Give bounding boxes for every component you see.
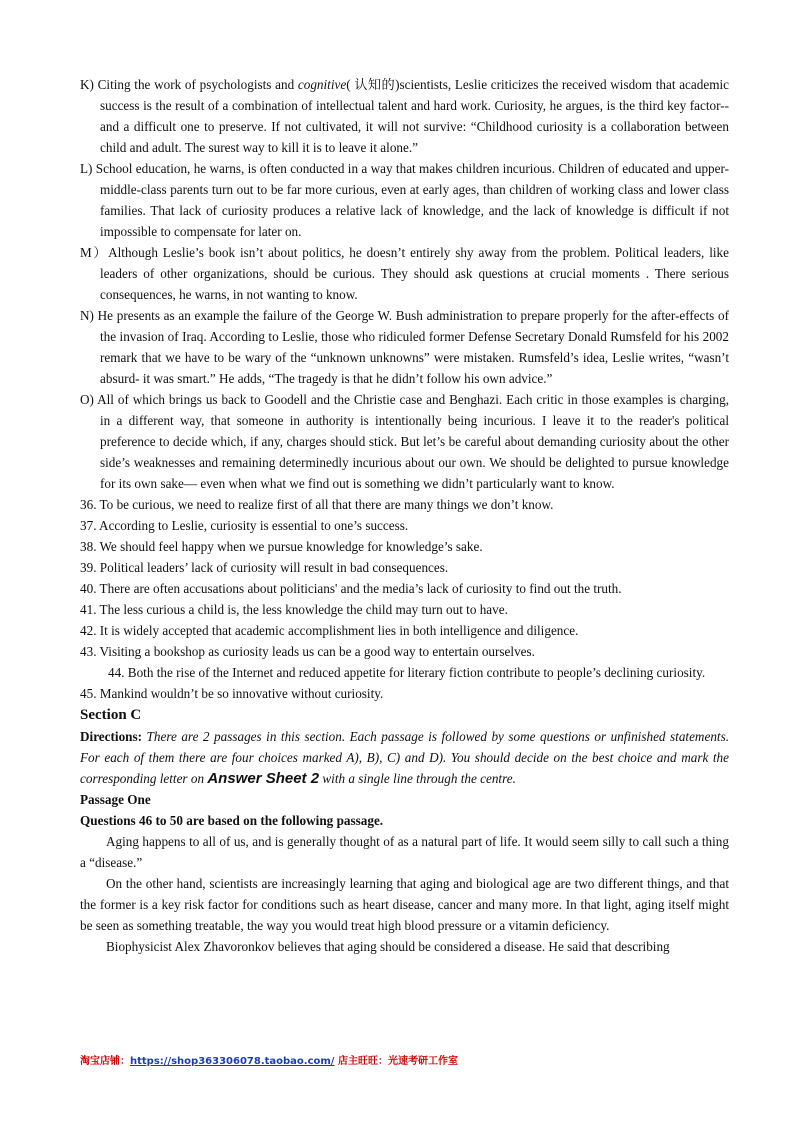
paragraph-k-italic-term: cognitive [297,77,347,92]
question-39: 39. Political leaders’ lack of curiosity will result in bad consequences. [80,560,449,575]
paragraph-k [80,74,729,158]
paragraph-k-text-end: ( 认知的)scientists, Leslie criticizes the received wisdom that academic success is the result of a combination of intellectual talent and hard work. Curiosity, he argues, is the third key factor--and a difficult one to preserve. If not cultivated, it will not survive: “Childhood curiosity is a collaboration between child and adult. The surest way to kill it is to leave it alone.” [100,77,729,155]
questions-intro: Questions 46 to 50 are based on the following passage. [80,813,384,828]
footer-shop-label: 淘宝店铺： [80,1056,130,1067]
answer-sheet-label: Answer Sheet 2 [207,770,320,787]
passage-paragraph-1: Aging happens to all of us, and is generally thought of as a natural part of life. It would seem silly to call such a thing a “disease.” [80,834,729,870]
section-c-title: Section C [80,707,142,723]
question-36: 36. To be curious, we need to realize first of all that there are many things we don’t know. [80,497,554,512]
paragraph-o: O) All of which brings us back to Goodell and the Christie case and Benghazi. Each critic in those examples is charging, in a different way, that someone in authority is intentionally being incurious. I leave it to the reader's political preference to decide which, if any, charges should stick. But let’s be careful about demanding curiosity about the other side’s weaknesses and remaining determinedly incurious about our own. We should be delighted to pursue knowledge for its own sake— even when what we find out is something we didn’t particularly want to know. [80,392,729,491]
paragraph-k-text-start: K) Citing the work of psychologists and [80,77,298,92]
footer [80,1052,458,1067]
passage-paragraph-2: On the other hand, scientists are increasingly learning that aging and biological age are two different things, and that the former is a key risk factor for conditions such as heart disease, cancer and many more. In that light, aging itself might be seen as something treatable, the way you would treat high blood pressure or a vitamin deficiency. [80,876,729,933]
footer-owner-label: 店主旺旺：光速考研工作室 [334,1056,458,1067]
passage-paragraph-3: Biophysicist Alex Zhavoronkov believes that aging should be considered a disease. He said that describing [106,939,670,954]
directions-label: Directions: [80,729,143,744]
question-44: 44. Both the rise of the Internet and reduced appetite for literary fiction contribute to people’s declining curiosity. [108,665,706,680]
directions [80,726,729,789]
question-38: 38. We should feel happy when we pursue knowledge for knowledge’s sake. [80,539,483,554]
footer-shop-link[interactable]: https://shop363306078.taobao.com/ [130,1056,335,1067]
document-page [80,74,729,957]
question-40: 40. There are often accusations about politicians' and the media’s lack of curiosity to find out the truth. [80,581,622,596]
question-37: 37. According to Leslie, curiosity is essential to one’s success. [80,518,409,533]
question-42: 42. It is widely accepted that academic accomplishment lies in both intelligence and diligence. [80,623,579,638]
paragraph-n: N) He presents as an example the failure of the George W. Bush administration to prepare properly for the after-effects of the invasion of Iraq. According to Leslie, those who ridiculed former Defense Secretary Donald Rumsfeld for his 2002 remark that we have to be wary of the “unknown unknowns” were mistaken. Rumsfeld’s idea, Leslie writes, “wasn’t absurd- it was smart.” He adds, “The tragedy is that he didn’t follow his own advice.” [80,308,729,386]
directions-text-1: There are 2 passages in this section. Each passage is followed by some questions or unfinished statements. For each of them there are four choices marked A), B), C) and D). You should decide on the best choice and mark the corresponding letter on [80,729,729,786]
question-45: 45. Mankind wouldn’t be so innovative without curiosity. [80,686,384,701]
directions-text-2: with a single line through the centre. [322,771,516,786]
paragraph-l: L) School education, he warns, is often conducted in a way that makes children incurious. Children of educated and upper-middle-class parents turn out to be far more curious, even at early ages, than children of working class and lower class families. That lack of curiosity produces a relative lack of knowledge, and the lack of knowledge is difficult if not impossible to compensate for later on. [80,161,729,239]
question-41: 41. The less curious a child is, the less knowledge the child may turn out to have. [80,602,508,617]
question-43: 43. Visiting a bookshop as curiosity leads us can be a good way to entertain ourselves. [80,644,535,659]
passage-title: Passage One [80,792,151,807]
paragraph-m: M）Although Leslie’s book isn’t about politics, he doesn’t entirely shy away from the problem. Political leaders, like leaders of other organizations, should be curious. They should ask questions at crucial moments . There serious consequences, he warns, in not wanting to know. [80,245,729,302]
